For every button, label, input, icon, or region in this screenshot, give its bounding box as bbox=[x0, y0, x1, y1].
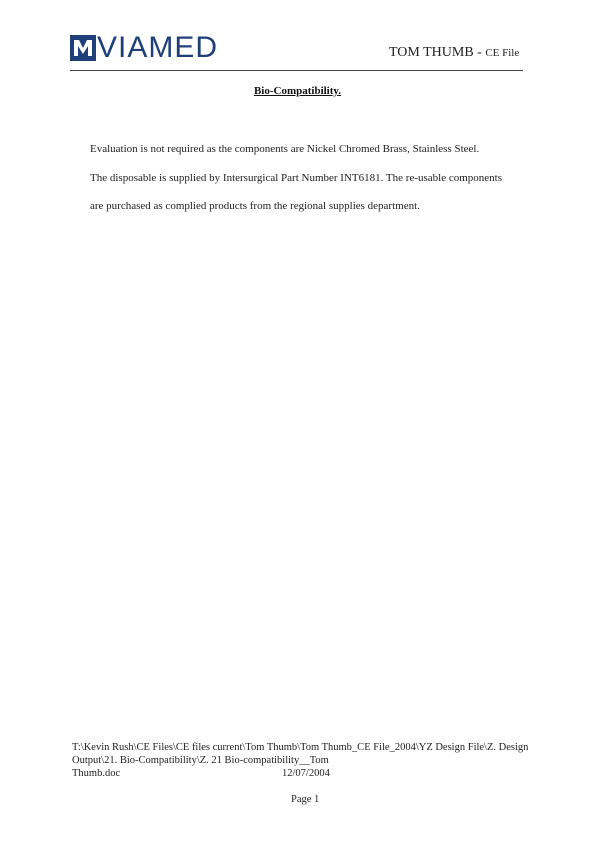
document-title-suffix: CE File bbox=[485, 47, 520, 59]
footer bbox=[72, 741, 532, 805]
viamed-logo bbox=[70, 31, 219, 64]
section-heading: Bio-Compatibility. bbox=[253, 85, 342, 97]
paragraph: Evaluation is not required as the components are Nickel Chromed Brass, Stainless Steel. bbox=[90, 143, 480, 155]
footer-page-number: Page 1 bbox=[291, 794, 320, 805]
footer-filename: Thumb.doc bbox=[72, 768, 121, 779]
footer-date: 12/07/2004 bbox=[282, 768, 330, 779]
logo-text: VIAMED bbox=[97, 31, 219, 64]
paragraph: The disposable is supplied by Intersurgical Part Number INT6181. The re-usable components are purchased as complied products from the regional supplies department. bbox=[90, 171, 503, 212]
document-title-main: TOM THUMB - bbox=[389, 45, 486, 60]
viamed-logo-mark-icon bbox=[70, 35, 96, 61]
document-title bbox=[389, 45, 519, 61]
body-text bbox=[90, 135, 510, 221]
header-divider bbox=[70, 70, 523, 71]
footer-file-path: T:\Kevin Rush\CE Files\CE files current\Tom Thumb\Tom Thumb_CE File_2004\YZ Design File\Z. Design Output\21. Bio-Compatibility\Z. 21 Bio-compatibility__Tom bbox=[72, 742, 529, 766]
